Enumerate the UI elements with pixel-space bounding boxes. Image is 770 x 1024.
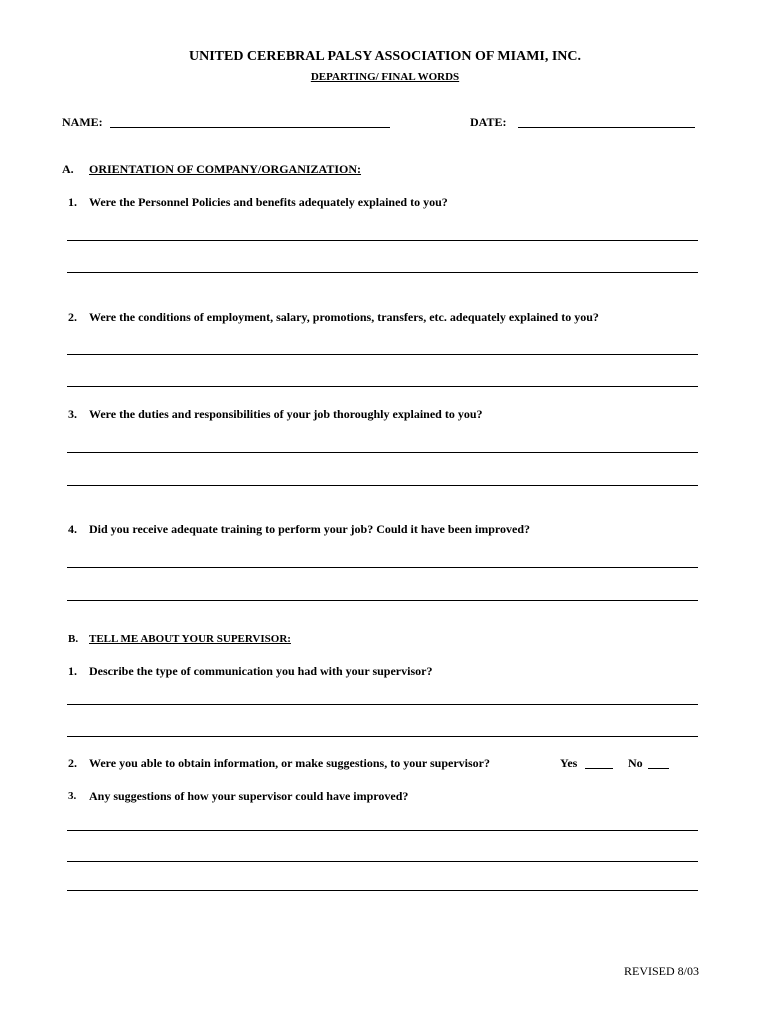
question-number: 1. [68, 195, 77, 209]
date-label: DATE: [470, 115, 507, 129]
answer-line[interactable] [67, 861, 698, 862]
yes-blank[interactable] [585, 756, 613, 769]
question-number: 3. [68, 407, 77, 421]
question-text: Describe the type of communication you had with your supervisor? [89, 664, 433, 678]
question-number: 2. [68, 756, 77, 770]
date-field[interactable] [518, 115, 695, 128]
answer-line[interactable] [67, 830, 698, 831]
answer-line[interactable] [67, 452, 698, 453]
question-text: Were you able to obtain information, or make suggestions, to your supervisor? [89, 756, 491, 770]
answer-line[interactable] [67, 272, 698, 273]
organization-name: UNITED CEREBRAL PALSY ASSOCIATION OF MIAMI, INC. [188, 49, 582, 64]
section-a-title: ORIENTATION OF COMPANY/ORGANIZATION: [89, 162, 362, 176]
no-blank[interactable] [648, 756, 669, 769]
question-text: Were the Personnel Policies and benefits adequately explained to you? [89, 195, 448, 209]
question-number: 2. [68, 310, 77, 324]
form-title: DEPARTING/ FINAL WORDS [310, 71, 460, 83]
answer-line[interactable] [67, 240, 698, 241]
name-field[interactable] [110, 115, 390, 128]
section-b-letter: B. [68, 633, 79, 645]
no-label: No [628, 756, 643, 770]
question-text: Did you receive adequate training to perform your job? Could it have been improved? [89, 522, 530, 536]
question-number: 4. [68, 522, 77, 536]
question-text: Any suggestions of how your supervisor could have improved? [89, 789, 409, 803]
yes-label: Yes [560, 756, 578, 770]
answer-line[interactable] [67, 890, 698, 891]
answer-line[interactable] [67, 704, 698, 705]
answer-line[interactable] [67, 354, 698, 355]
answer-line[interactable] [67, 600, 698, 601]
question-number: 1. [68, 664, 77, 678]
section-b-title: TELL ME ABOUT YOUR SUPERVISOR: [89, 633, 291, 645]
name-label: NAME: [62, 115, 103, 129]
answer-line[interactable] [67, 386, 698, 387]
question-number: 3. [68, 790, 77, 802]
question-text: Were the conditions of employment, salary, promotions, transfers, etc. adequately explained to you? [89, 310, 599, 324]
answer-line[interactable] [67, 736, 698, 737]
answer-line[interactable] [67, 485, 698, 486]
question-text: Were the duties and responsibilities of your job thoroughly explained to you? [89, 407, 483, 421]
section-a-letter: A. [62, 162, 74, 176]
answer-line[interactable] [67, 567, 698, 568]
revision-note: REVISED 8/03 [624, 964, 699, 978]
